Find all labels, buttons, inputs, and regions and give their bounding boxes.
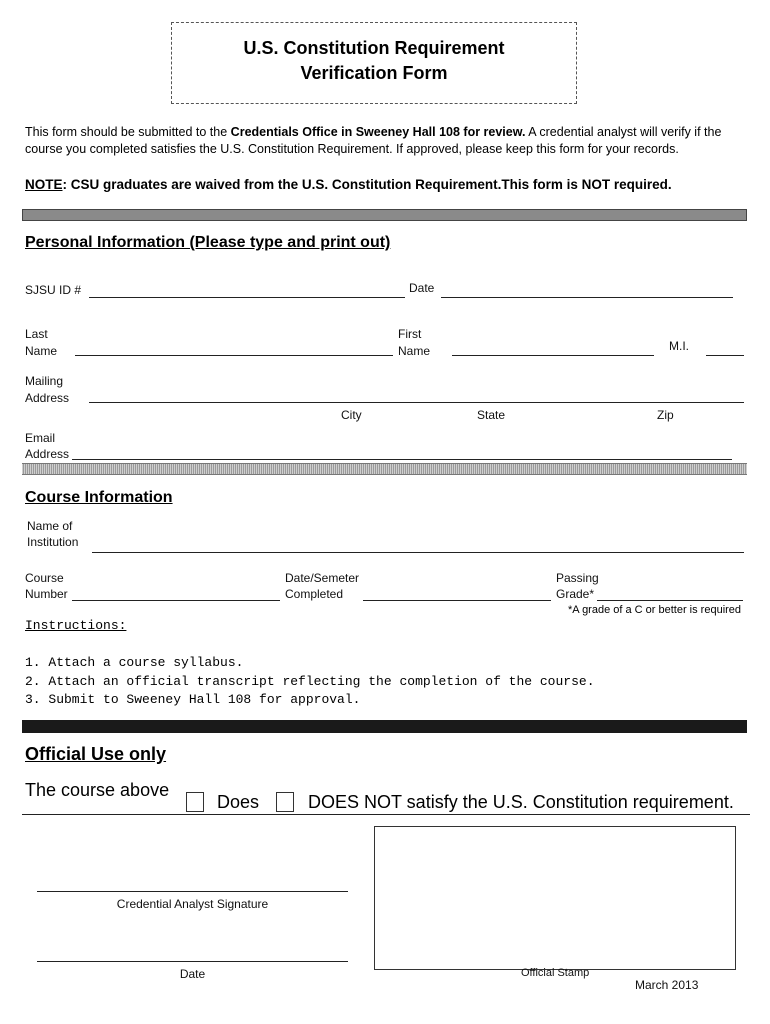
intro-text-before: This form should be submitted to the — [25, 125, 231, 139]
does-not-label: DOES NOT satisfy the U.S. Constitution requirement. — [308, 792, 734, 812]
passing-grade-field[interactable] — [597, 600, 743, 601]
date-completed-label-1: Date/Semeter — [285, 571, 360, 585]
instruction-item-2: 2. Attach an official transcript reflecting the completion of the course. — [25, 674, 595, 689]
last-name-label-2: Name — [25, 344, 58, 358]
last-name-field[interactable] — [75, 355, 393, 356]
date-field[interactable] — [441, 297, 733, 298]
revision-date: March 2013 — [635, 978, 699, 992]
first-name-field[interactable] — [452, 355, 654, 356]
course-info-heading: Course Information — [25, 489, 173, 506]
intro-text-bold: Credentials Office in Sweeney Hall 108 for review. — [230, 125, 526, 139]
course-above-text: The course above — [25, 780, 170, 800]
divider-bar-2 — [22, 463, 747, 475]
course-number-label-1: Course — [25, 571, 64, 585]
note-label: NOTE — [25, 177, 63, 192]
date-completed-label-2: Completed — [285, 587, 344, 601]
first-name-label-2: Name — [398, 344, 431, 358]
intro-text-after: A credential analyst will verify if the course you completed satisfies the U.S. Constitution Requirement. If approved, please keep this form for your records. — [25, 125, 722, 156]
grade-requirement-note: *A grade of a C or better is required — [568, 604, 742, 616]
official-date-line[interactable] — [37, 961, 348, 962]
form-title-line2: Verification Form — [300, 63, 448, 83]
signature-label: Credential Analyst Signature — [116, 897, 269, 911]
official-use-rule — [22, 814, 750, 815]
official-stamp-label: Official Stamp — [521, 967, 590, 979]
last-name-label-1: Last — [25, 327, 48, 341]
signature-line[interactable] — [37, 891, 348, 892]
official-stamp-box — [374, 826, 736, 970]
official-use-heading: Official Use only — [25, 744, 167, 764]
official-date-label: Date — [179, 967, 206, 981]
note-line — [25, 177, 765, 192]
form-title-line1: U.S. Constitution Requirement — [243, 38, 505, 58]
course-number-label-2: Number — [25, 587, 68, 601]
does-checkbox[interactable] — [186, 792, 204, 812]
email-label-2: Address — [25, 447, 70, 461]
does-not-checkbox[interactable] — [276, 792, 294, 812]
instructions-heading: Instructions: — [25, 618, 127, 633]
form-title-box — [171, 22, 577, 104]
state-label: State — [477, 408, 506, 422]
institution-field[interactable] — [92, 552, 744, 553]
does-label: Does — [217, 792, 260, 812]
mi-field[interactable] — [706, 355, 744, 356]
intro-paragraph — [25, 124, 750, 158]
date-completed-field[interactable] — [363, 600, 551, 601]
mailing-address-label-2: Address — [25, 391, 70, 405]
instruction-item-3: 3. Submit to Sweeney Hall 108 for approval. — [25, 692, 361, 707]
zip-label: Zip — [657, 408, 674, 422]
instruction-item-1: 1. Attach a course syllabus. — [25, 655, 244, 670]
passing-grade-label-1: Passing — [556, 571, 599, 585]
date-label: Date — [409, 281, 435, 295]
personal-info-heading: Personal Information (Please type and print out) — [25, 234, 391, 251]
divider-bar-1 — [22, 209, 747, 221]
mi-label: M.I. — [669, 339, 689, 353]
institution-label-2: Institution — [27, 535, 79, 549]
sjsu-id-field[interactable] — [89, 297, 405, 298]
email-field[interactable] — [72, 459, 732, 460]
divider-bar-3 — [22, 720, 747, 733]
institution-label-1: Name of — [27, 519, 73, 533]
mailing-address-field[interactable] — [89, 402, 744, 403]
email-label-1: Email — [25, 431, 56, 445]
passing-grade-label-2: Grade* — [556, 587, 595, 601]
course-number-field[interactable] — [72, 600, 280, 601]
first-name-label-1: First — [398, 327, 422, 341]
note-text: : CSU graduates are waived from the U.S. Constitution Requirement.This form is NOT required. — [62, 177, 672, 192]
sjsu-id-label: SJSU ID # — [25, 283, 82, 297]
city-label: City — [341, 408, 362, 422]
mailing-address-label-1: Mailing — [25, 374, 64, 388]
